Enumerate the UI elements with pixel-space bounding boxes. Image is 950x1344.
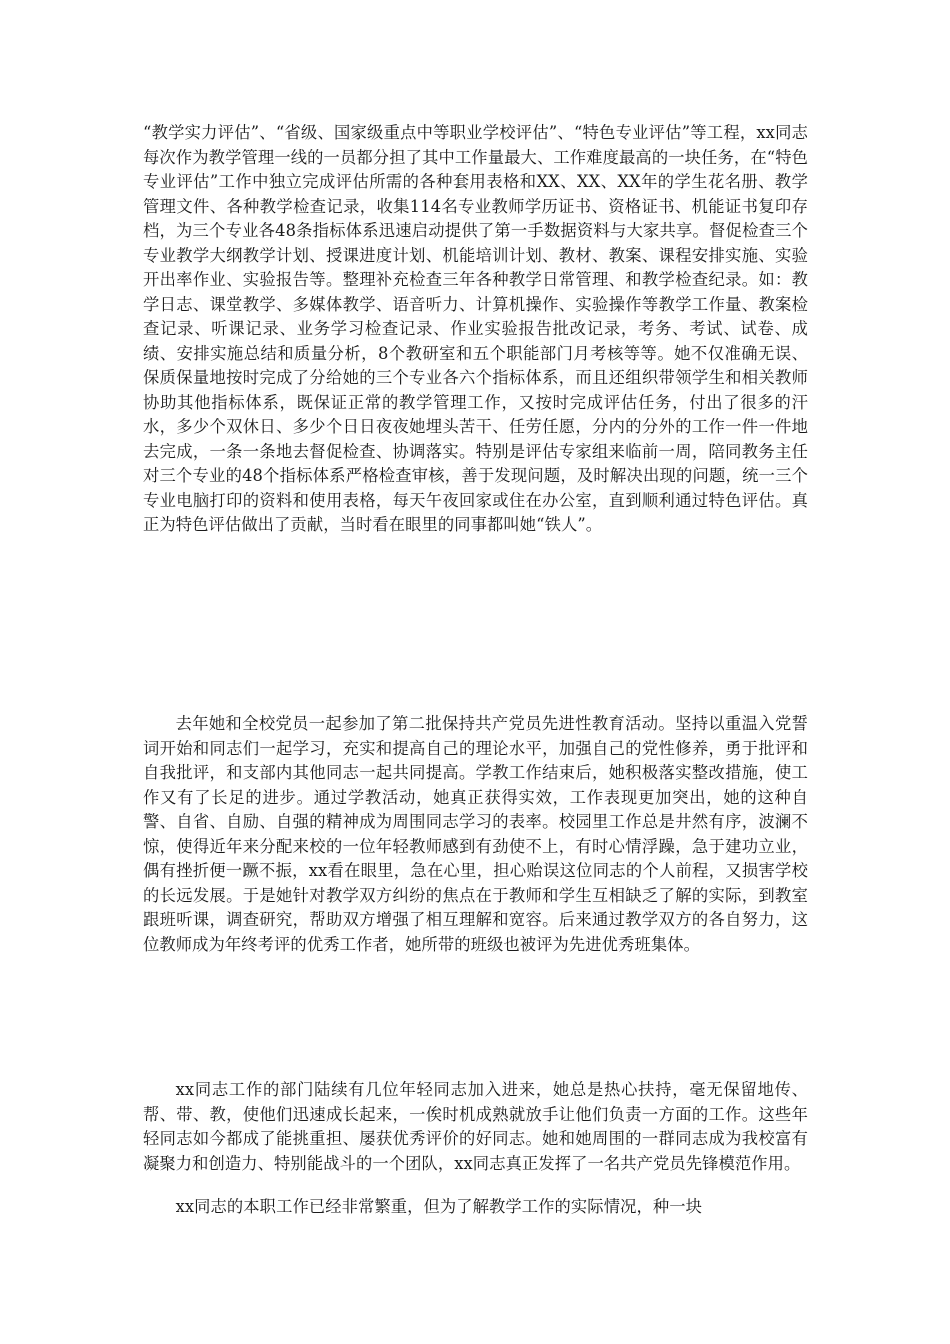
paragraph-evaluation-work: “教学实力评估”、“省级、国家级重点中等职业学校评估”、“特色专业评估”等工程，xx同志每次作为教学管理一线的一员都分担了其中工作量最大、工作难度最高的一块任务，在“特色专业评估”工作中独立完成评估所需的各种套用表格和XX、XX、XX年的学生花名册、教学管理文件、各种教学检查记录，收集114名专业教师学历证书、资格证书、机能证书复印存档，为三个专业各48条指标体系迅速启动提供了第一手数据资料与大家共享。督促检查三个专业教学大纲教学计划、授课进度计划、机能培训计划、教材、教案、课程安排实施、实验开出率作业、实验报告等。整理补充检查三年各种教学日常管理、和教学检查纪录。如：教学日志、课堂教学、多媒体教学、语音听力、计算机操作、实验操作等教学工作量、教案检查记录、听课记录、业务学习检查记录、作业实验报告批改记录，考务、考试、试卷、成绩、安排实施总结和质量分析，8个教研室和五个职能部门月考核等等。她不仅准确无误、保质保量地按时完成了分给她的三个专业各六个指标体系，而且还组织带领学生和相关教师协助其他指标体系，既保证正常的教学管理工作，又按时完成评估任务，付出了很多的汗水，多少个双休日、多少个日日夜夜她埋头苦干、任劳任愿，分内的分外的工作一件一件地去完成，一条一条地去督促检查、协调落实。特别是评估专家组来临前一周，陪同教务主任对三个专业的48个指标体系严格检查审核，善于发现问题，及时解决出现的问题，统一三个专业电脑打印的资料和使用表格，每天午夜回家或住在办公室，直到顺利通过特色评估。真正为特色评估做出了贡献，当时看在眼里的同事都叫她“铁人”。 bbox=[143, 123, 808, 534]
paragraph-teaching-practice: xx同志的本职工作已经非常繁重，但为了解教学工作的实际情况，种一块 bbox=[175, 1197, 702, 1216]
paragraph-mentoring: xx同志工作的部门陆续有几位年轻同志加入进来，她总是热心扶持，毫无保留地传、帮、带、教，使他们迅速成长起来，一俟时机成熟就放手让他们负责一方面的工作。这些年轻同志如今都成了能挑重担、屡获优秀评价的好同志。她和她周围的一群同志成为我校富有凝聚力和创造力、特别能战斗的一个团队，xx同志真正发挥了一名共产党员先锋模范作用。 bbox=[143, 1080, 808, 1173]
paragraph-party-education: 去年她和全校党员一起参加了第二批保持共产党员先进性教育活动。坚持以重温入党誓词开始和同志们一起学习，充实和提高自己的理论水平，加强自己的党性修养，勇于批评和自我批评，和支部内其他同志一起共同提高。学教工作结束后，她积极落实整改措施，使工作又有了长足的进步。通过学教活动，她真正获得实效，工作表现更加突出，她的这种自警、自省、自励、自强的精神成为周围同志学习的表率。校园里工作总是井然有序，波澜不惊，使得近年来分配来校的一位年轻教师感到有劲使不上，有时心情浮躁，急于建功立业，偶有挫折便一蹶不振，xx看在眼里，急在心里，担心贻误这位同志的个人前程，又损害学校的长远发展。于是她针对教学双方纠纷的焦点在于教师和学生互相缺乏了解的实际，到教室跟班听课，调查研究，帮助双方增强了相互理解和宽容。后来通过教学双方的各自努力，这位教师成为年终考评的优秀工作者，她所带的班级也被评为先进优秀班集体。 bbox=[143, 714, 808, 954]
